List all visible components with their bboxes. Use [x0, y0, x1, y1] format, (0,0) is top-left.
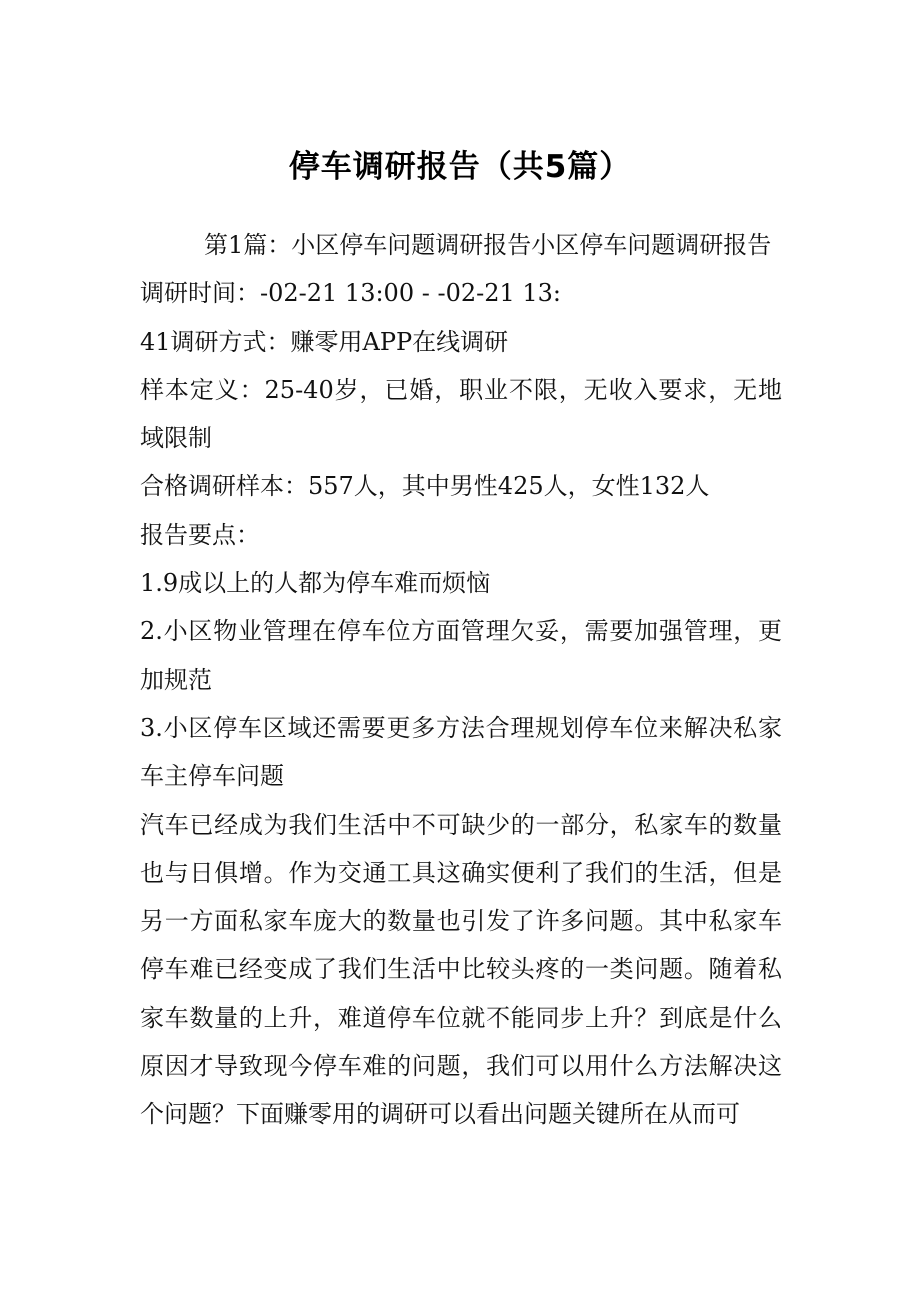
paragraph-qualified-samples: 合格调研样本：557人，其中男性425人，女性132人: [140, 472, 710, 501]
paragraph-key-points-heading: 报告要点：: [140, 520, 260, 549]
paragraph-survey-time: 调研时间：-02-21 13:00 - -02-21 13:: [140, 279, 562, 308]
paragraph-key-point-3: 3.小区停车区域还需要更多方法合理规划停车位来解决私家车主停车问题: [140, 713, 782, 791]
paragraph-intro-body: 汽车已经成为我们生活中不可缺少的一部分，私家车的数量也与日俱增。作为交通工具这确实便利了我们的生活，但是另一方面私家车庞大的数量也引发了许多问题。其中私家车停车难已经变成了我们生活中比较头疼的一类问题。随着私家车数量的上升，难道停车位就不能同步上升？到底是什么原因才导致现今停车难的问题，我们可以用什么方法解决这个问题？下面赚零用的调研可以看出问题关键所在从而可: [140, 810, 782, 1129]
document-title: 停车调研报告（共5篇）: [288, 149, 632, 185]
paragraph-key-point-2: 2.小区物业管理在停车位方面管理欠妥，需要加强管理，更加规范: [140, 617, 782, 694]
document-body: [140, 221, 782, 1139]
paragraph-survey-method: 41调研方式：赚零用APP在线调研: [140, 327, 509, 356]
paragraph-part-heading: 第1篇：小区停车问题调研报告小区停车问题调研报告: [204, 231, 772, 259]
paragraph-sample-definition: 样本定义：25-40岁，已婚，职业不限，无收入要求，无地域限制: [140, 375, 782, 453]
paragraph-key-point-1: 1.9成以上的人都为停车难而烦恼: [140, 569, 491, 598]
